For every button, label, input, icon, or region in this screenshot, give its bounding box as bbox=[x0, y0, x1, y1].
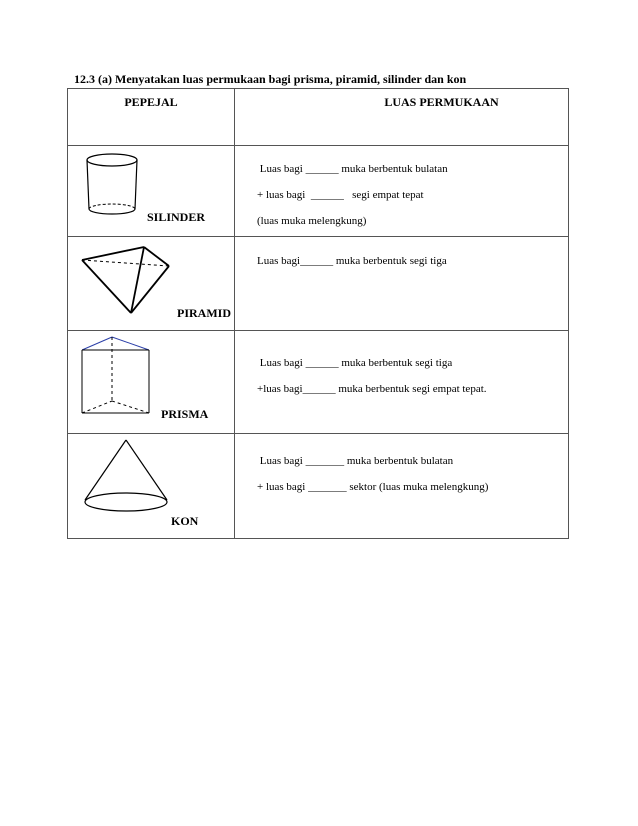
formula-line: + luas bagi ______ segi empat tepat bbox=[257, 189, 424, 201]
table-row bbox=[68, 434, 569, 539]
area-cell-pyramid bbox=[235, 237, 569, 331]
shape-label-cone: KON bbox=[171, 514, 199, 528]
formula-line: +luas bagi______ muka berbentuk segi empat tepat. bbox=[257, 383, 487, 395]
formula-line: + luas bagi _______ sektor (luas muka melengkung) bbox=[257, 481, 489, 493]
formula-line: (luas muka melengkung) bbox=[257, 215, 367, 227]
column-header-solid: PEPEJAL bbox=[68, 89, 235, 146]
area-cell-prism bbox=[235, 331, 569, 434]
shape-cell-cylinder bbox=[68, 146, 235, 237]
formula-line: Luas bagi _______ muka berbentuk bulatan bbox=[257, 455, 454, 467]
prism-icon bbox=[68, 331, 234, 433]
table-header-row bbox=[68, 89, 569, 146]
surface-area-table bbox=[67, 88, 569, 539]
table-row bbox=[68, 146, 569, 237]
table-row bbox=[68, 331, 569, 434]
formula-line: Luas bagi ______ muka berbentuk segi tiga bbox=[257, 357, 453, 369]
table-row bbox=[68, 237, 569, 331]
column-header-surface-area: LUAS PERMUKAAN bbox=[235, 89, 569, 146]
page-heading: 12.3 (a) Menyatakan luas permukaan bagi prisma, piramid, silinder dan kon bbox=[74, 72, 467, 86]
area-cell-cone bbox=[235, 434, 569, 539]
shape-label-prism: PRISMA bbox=[161, 407, 209, 421]
shape-cell-prism bbox=[68, 331, 235, 434]
formula-line: Luas bagi______ muka berbentuk segi tiga bbox=[257, 255, 447, 267]
area-cell-cylinder bbox=[235, 146, 569, 237]
shape-label-cylinder: SILINDER bbox=[147, 210, 206, 224]
shape-cell-pyramid bbox=[68, 237, 235, 331]
shape-cell-cone bbox=[68, 434, 235, 539]
shape-label-pyramid: PIRAMID bbox=[177, 306, 231, 320]
formula-line: Luas bagi ______ muka berbentuk bulatan bbox=[257, 163, 448, 175]
cone-icon bbox=[68, 434, 234, 538]
